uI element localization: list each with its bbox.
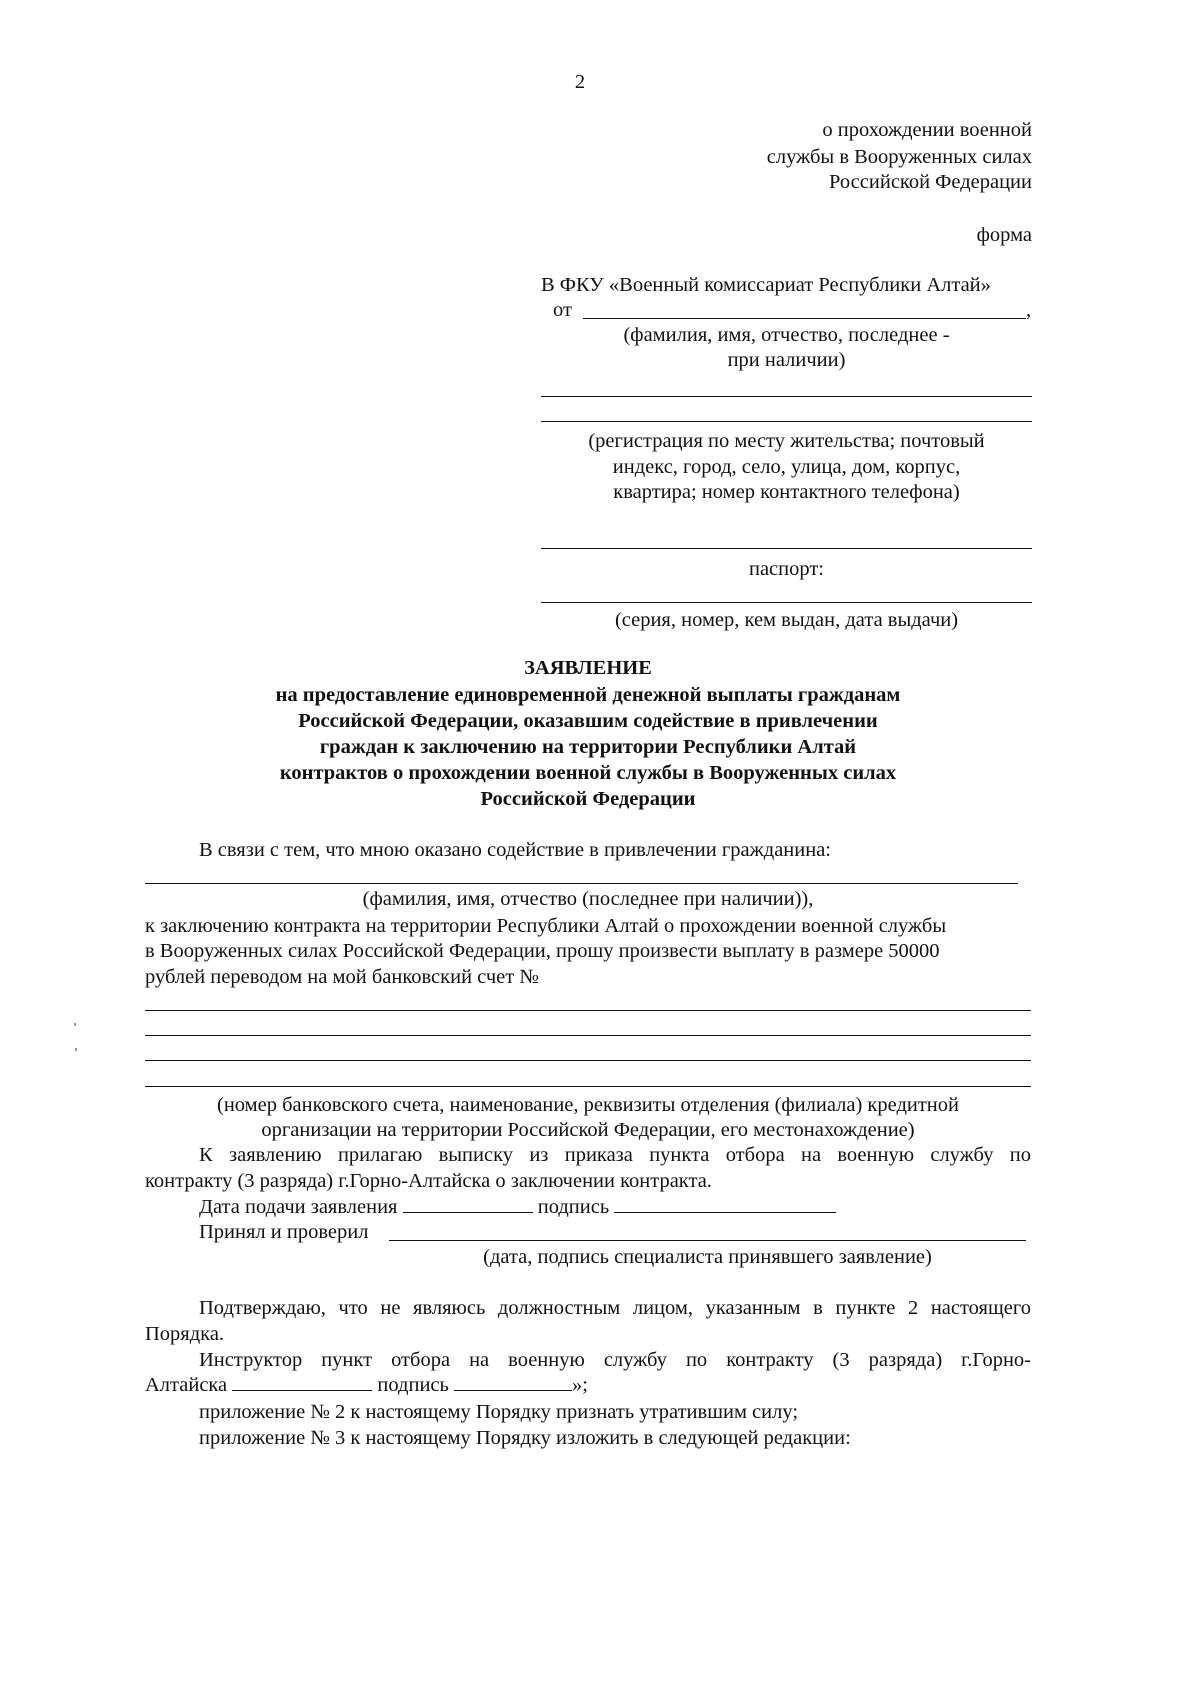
bank-hint-2: организации на территории Российской Федерации, его местонахождение) xyxy=(261,1119,915,1141)
intro-text: В связи с тем, что мною оказано содействие в привлечении гражданина: xyxy=(199,839,831,861)
bank-hint-1: (номер банковского счета, наименование, реквизиты отделения (филиала) кредитной xyxy=(217,1094,959,1116)
instructor-closing: »; xyxy=(572,1374,588,1396)
signature-label: подпись xyxy=(537,1196,610,1218)
citizen-fio-line xyxy=(145,883,1018,884)
appendix-3-text: приложение № 3 к настоящему Порядку изложить в следующей редакции: xyxy=(199,1427,851,1449)
from-label: от xyxy=(553,299,572,321)
title-line-4: контрактов о прохождении военной службы в Вооруженных силах xyxy=(279,762,897,784)
attach-line-2: контракту (3 разряда) г.Горно-Алтайска о заключении контракта. xyxy=(145,1170,712,1192)
bank-line-2 xyxy=(145,1035,1031,1036)
address-hint-3: квартира; номер контактного телефона) xyxy=(613,481,960,503)
date-blank xyxy=(403,1195,533,1213)
bank-line-4 xyxy=(145,1086,1031,1087)
header-line-1: о прохождении военной xyxy=(822,119,1032,141)
accepted-line xyxy=(389,1240,1026,1241)
citizen-hint: (фамилия, имя, отчество (последнее при наличии)), xyxy=(362,888,814,910)
address-hint-2: индекс, город, село, улица, дом, корпус, xyxy=(612,456,961,478)
address-hint-1: (регистрация по месту жительства; почтовый xyxy=(588,430,985,452)
title-line-2: Российской Федерации, оказавшим содействие в привлечении xyxy=(298,710,878,732)
passport-line xyxy=(541,602,1032,603)
confirm-line-1: Подтверждаю, что не являюсь должностным лицом, указанным в пункте 2 настоящего xyxy=(199,1297,1031,1319)
date-signature-row xyxy=(199,1195,836,1219)
page-number: 2 xyxy=(574,71,586,93)
form-label: форма xyxy=(976,224,1032,246)
instructor-signature-blank xyxy=(454,1373,572,1391)
bank-line-3 xyxy=(145,1060,1031,1061)
header-line-2: службы в Вооруженных силах xyxy=(766,146,1032,168)
title-line-1: на предоставление единовременной денежной выплаты гражданам xyxy=(275,684,901,706)
bank-line-1 xyxy=(145,1010,1031,1011)
scan-speck xyxy=(74,1023,76,1026)
appendix-2-text: приложение № 2 к настоящему Порядку признать утратившим силу; xyxy=(199,1401,799,1423)
signature-blank xyxy=(614,1195,836,1213)
passport-hint: (серия, номер, кем выдан, дата выдачи) xyxy=(614,609,959,631)
para-line-1: к заключению контракта на территории Республики Алтай о прохождении военной службы xyxy=(145,915,947,937)
from-fio-line xyxy=(583,318,1026,319)
date-label: Дата подачи заявления xyxy=(199,1196,398,1218)
title-line-3: граждан к заключению на территории Республики Алтай xyxy=(319,736,857,758)
instructor-signature-label: подпись xyxy=(377,1374,449,1396)
para-line-2: в Вооруженных силах Российской Федерации, прошу произвести выплату в размере 50000 xyxy=(145,940,940,962)
address-line-2 xyxy=(541,421,1032,422)
instructor-city: Алтайска xyxy=(145,1374,228,1396)
document-title: ЗАЯВЛЕНИЕ xyxy=(524,657,652,679)
from-trailing-comma: , xyxy=(1026,299,1032,321)
instructor-name-blank xyxy=(232,1373,372,1391)
accepted-label: Принял и проверил xyxy=(199,1221,369,1243)
header-line-3: Российской Федерации xyxy=(829,171,1032,193)
passport-label: паспорт: xyxy=(748,558,825,580)
addressee-to: В ФКУ «Военный комиссариат Республики Алтай» xyxy=(541,274,991,296)
accepted-hint: (дата, подпись специалиста принявшего заявление) xyxy=(483,1246,932,1268)
address-line-1 xyxy=(541,396,1032,397)
title-line-5: Российской Федерации xyxy=(480,788,696,810)
fio-hint-1: (фамилия, имя, отчество, последнее - xyxy=(623,324,950,346)
instructor-line-1: Инструктор пункт отбора на военную службу по контракту (3 разряда) г.Горно- xyxy=(199,1349,1031,1371)
para-line-3: рублей переводом на мой банковский счет № xyxy=(145,966,539,988)
attach-line-1: К заявлению прилагаю выписку из приказа пункта отбора на военную службу по xyxy=(199,1144,1031,1166)
scan-speck xyxy=(75,1048,77,1051)
extra-line xyxy=(541,548,1032,549)
fio-hint-2: при наличии) xyxy=(727,349,846,371)
confirm-line-2: Порядка. xyxy=(145,1323,225,1345)
instructor-line-2 xyxy=(145,1373,588,1397)
